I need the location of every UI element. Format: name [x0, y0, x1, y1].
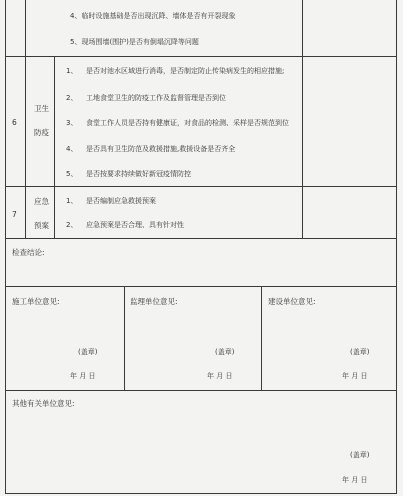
item-7-2-text: 应急预案是否合理、具有针对性	[86, 221, 184, 229]
item-6-2-text: 工地食堂卫生的防疫工作及监督管理是否到位	[86, 94, 226, 102]
supervision-seal: (盖章)	[215, 348, 235, 356]
conclusion-label: 检查结论:	[12, 248, 45, 257]
supervision-opinion-label: 监理单位意见:	[130, 297, 178, 306]
supervision-date: 年 月 日	[207, 372, 233, 380]
category-emergency-line2: 预案	[34, 221, 49, 230]
row-number-7: 7	[12, 210, 17, 219]
owner-opinion-label: 建设单位意见:	[268, 297, 316, 306]
owner-date: 年 月 日	[342, 372, 368, 380]
column-divider-no	[25, 0, 26, 238]
construction-opinion-label: 施工单位意见:	[12, 297, 60, 306]
item-6-5-number: 5、	[66, 170, 78, 178]
row-number-6: 6	[12, 118, 17, 127]
owner-seal: (盖章)	[350, 348, 370, 356]
column-divider-items	[302, 0, 303, 238]
category-hygiene-line1: 卫生	[34, 104, 49, 113]
others-opinion-label: 其他有关单位意见:	[12, 399, 75, 408]
row-divider-top	[5, 56, 397, 57]
construction-seal: (盖章)	[78, 348, 98, 356]
item-7-1-number: 1、	[66, 197, 78, 205]
row-divider-6	[5, 186, 397, 187]
item-6-4-text: 是否具有卫生防范及救援措施,救援设备是否齐全	[86, 145, 236, 153]
item-6-4-number: 4、	[66, 145, 78, 153]
table-border-left	[5, 0, 6, 494]
item-6-3-text: 食堂工作人员是否持有健康证，对食品的检测、采样是否规范到位	[86, 119, 289, 127]
construction-date: 年 月 日	[70, 372, 96, 380]
category-hygiene-line2: 防疫	[34, 128, 49, 137]
item-6-1-text: 是否对池水区域进行消毒，是否制定防止传染病发生的相应措施;	[86, 67, 285, 75]
table-border-right	[396, 0, 397, 494]
item-6-3-number: 3、	[66, 119, 78, 127]
item-7-1-text: 是否编制应急救援预案	[86, 197, 156, 205]
row-divider-conclusion	[5, 286, 397, 287]
item-6-5-text: 是否按要求持续做好新冠疫情防控	[86, 170, 191, 178]
top-item-5: 5、现场围墙(围护)是否有倒塌沉降等问题	[70, 38, 199, 46]
column-divider-opinion-2	[261, 286, 262, 390]
top-item-4: 4、临时设施基础是否出现沉降、墙体是否有开裂现象	[70, 12, 236, 20]
item-6-1-number: 1、	[66, 67, 78, 75]
item-6-2-number: 2、	[66, 94, 78, 102]
item-7-2-number: 2、	[66, 221, 78, 229]
column-divider-category	[54, 56, 55, 238]
column-divider-opinion-1	[124, 286, 125, 390]
row-divider-opinions	[5, 390, 397, 391]
row-divider-7	[5, 238, 397, 239]
table-border-bottom	[5, 493, 397, 494]
category-emergency-line1: 应急	[34, 197, 49, 206]
others-seal: (盖章)	[350, 451, 370, 459]
others-date: 年 月 日	[342, 476, 368, 484]
